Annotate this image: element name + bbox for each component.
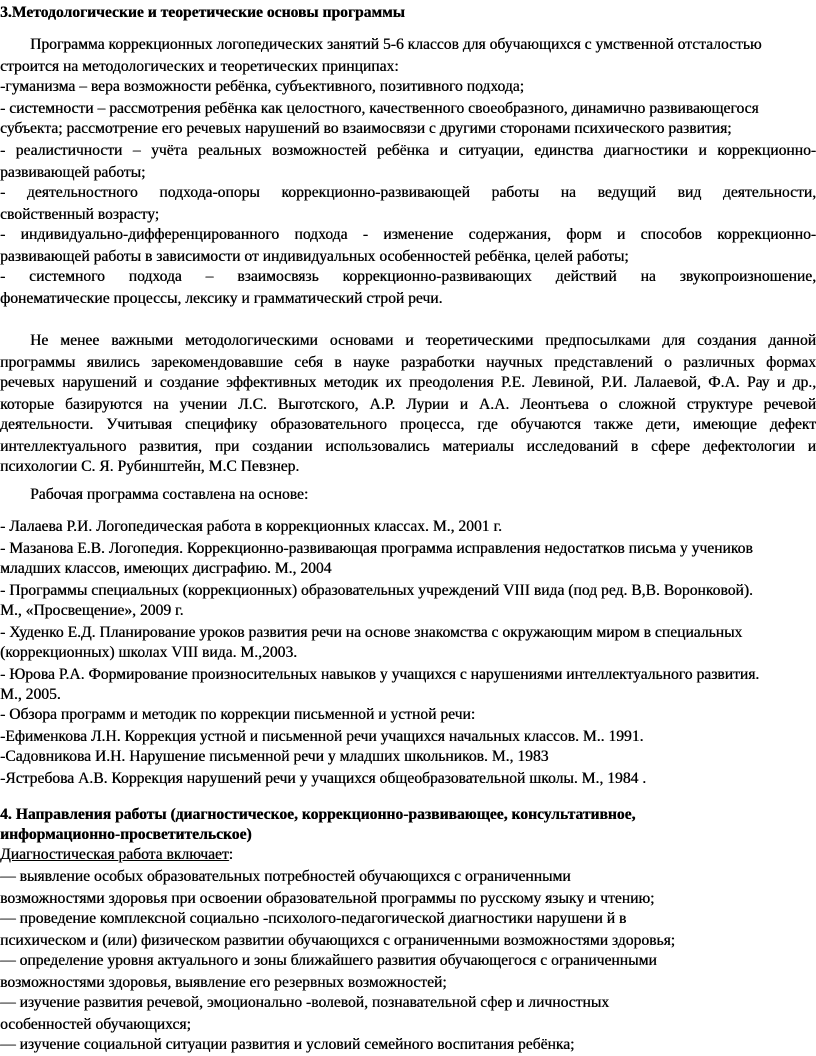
reference-item: -Ефименкова Л.Н. Коррекция устной и письменной речи учащихся начальных классов. М.. 1991. — [0, 728, 644, 745]
reference-item: - Лалаева Р.И. Логопедическая работа в коррекционных классах. М., 2001 г. — [0, 518, 502, 535]
diagnostic-item: — проведение комплексной социально -психолого-педагогической диагностики нарушени й в — [0, 910, 627, 927]
diagnostic-label: Диагностическая работа включает — [0, 846, 229, 863]
section-4-title: 4. Направления работы (диагностическое, коррекционно-развивающее, консультативное, — [0, 806, 636, 823]
basis-paragraph-line: которые базируются на учении Л.С. Выготского, А.Р. Лурии и А.А. Леонтьева о сложной структуре речевой — [0, 396, 816, 413]
diagnostic-heading — [0, 844, 233, 866]
section-4-title-cont: информационно-просветительское) — [0, 826, 252, 843]
basis-paragraph-line: программы явились зарекомендовавшие себя в науке разработки научных представлений о различных формах — [0, 354, 816, 371]
reference-item: -Садовникова И.Н. Нарушение письменной речи у младших школьников. М., 1983 — [0, 748, 549, 765]
reference-item: - Программы специальных (коррекционных) образовательных учреждений VIII вида (под ред. В,В. Воронковой). — [0, 582, 753, 599]
reference-item: - Мазанова Е.В. Логопедия. Коррекционно-развивающая программа исправления недостатков письма у учеников — [0, 540, 753, 557]
reference-item: - Худенко Е.Д. Планирование уроков развития речи на основе знакомства с окружающим миром в специальных — [0, 624, 743, 641]
reference-item: -Ястребова А.В. Коррекция нарушений речи у учащихся общеобразовательной школы. М., 1984 . — [0, 770, 647, 787]
diagnostic-item: — изучение развития речевой, эмоционально -волевой, познавательной сфер и личностных — [0, 994, 610, 1011]
principle-realism: - реалистичности – учёта реальных возможностей ребёнка и ситуации, единства диагностики и коррекционно- — [0, 142, 816, 159]
principles-line: фонематические процессы, лексику и грамматический строй речи. — [0, 290, 443, 307]
diagnostic-item: — изучение социальной ситуации развития и условий семейного воспитания ребёнка; — [0, 1036, 575, 1053]
diagnostic-colon: : — [228, 846, 234, 863]
reference-item: (коррекционных) школах VIII вида. М.,2003. — [0, 644, 298, 661]
reference-item: М., 2005. — [0, 686, 61, 703]
program-basis-intro: Рабочая программа составлена на основе: — [30, 486, 309, 503]
reference-item: младших классов, имеющих дисграфию. М., 2004 — [0, 560, 332, 577]
basis-paragraph-line: Не менее важными методологическими основами и теоретическими предпосылками для создания данной — [30, 332, 816, 349]
basis-paragraph-line: интеллектуального развития, при создании использовались материалы исследований в сфере дефектологии и — [0, 438, 816, 455]
diagnostic-item: — определение уровня актуального и зоны ближайшего развития обучающегося с ограниченными — [0, 952, 657, 969]
diagnostic-item: возможностями здоровья при освоении образовательной программы по русскому языку и чтению; — [0, 890, 655, 907]
reference-item: М., «Просвещение», 2009 г. — [0, 602, 184, 619]
principles-line: строится на методологических и теоретических принципах: — [0, 58, 399, 75]
diagnostic-item: — выявление особых образовательных потребностей обучающихся с ограниченными — [0, 868, 571, 885]
principles-line: свойственный возрасту; — [0, 206, 160, 223]
diagnostic-item: возможностями здоровья, выявление его резервных возможностей; — [0, 974, 447, 991]
basis-paragraph-line: речевых нарушений и создание эффективных методик их преодоления Р.Е. Левиной, Р.И. Лалаевой, Ф.А. Рау и др., — [0, 374, 816, 391]
diagnostic-item: психическом и (или) физическом развитии обучающихся с ограниченными возможностями здоровья; — [0, 932, 676, 949]
reference-item: - Юрова Р.А. Формирование произносительных навыков у учащихся с нарушениями интеллектуального развития. — [0, 666, 760, 683]
principles-line: развивающей работы; — [0, 164, 146, 181]
basis-paragraph-line: психологии С. Я. Рубинштейн, М.С Певзнер. — [0, 458, 300, 475]
diagnostic-item: особенностей обучающихся; — [0, 1016, 191, 1033]
principles-line: развивающей работы в зависимости от индивидуальных особенностей ребёнка, целей работы; — [0, 248, 629, 265]
principle-individual: - индивидуально-дифференцированного подхода - изменение содержания, форм и способов коррекционно- — [0, 226, 816, 243]
principle-systemic: - системности – рассмотрения ребёнка как целостного, качественного своеобразного, динамично развивающегося — [0, 100, 759, 117]
principle-humanism: -гуманизма – вера возможности ребёнка, субъективного, позитивного подхода; — [0, 78, 524, 95]
section-3-title: 3.Методологические и теоретические основы программы — [0, 4, 405, 21]
principle-system-approach: - системного подхода – взаимосвязь коррекционно-развивающих действий на звукопроизношение, — [0, 268, 816, 285]
reference-item: - Обзора программ и методик по коррекции письменной и устной речи: — [0, 706, 476, 723]
basis-paragraph-line: деятельности. Учитывая специфику образовательного процесса, где обучаются также дети, имеющие дефект — [0, 416, 816, 433]
principles-line: субъекта; рассмотрение его речевых нарушений во взаимосвязи с другими сторонами психического развития; — [0, 120, 732, 137]
principle-activity: - деятельностного подхода-опоры коррекционно-развивающей работы на ведущий вид деятельности, — [0, 184, 816, 201]
principles-line: Программа коррекционных логопедических занятий 5-6 классов для обучающихся с умственной отсталостью — [30, 36, 762, 53]
